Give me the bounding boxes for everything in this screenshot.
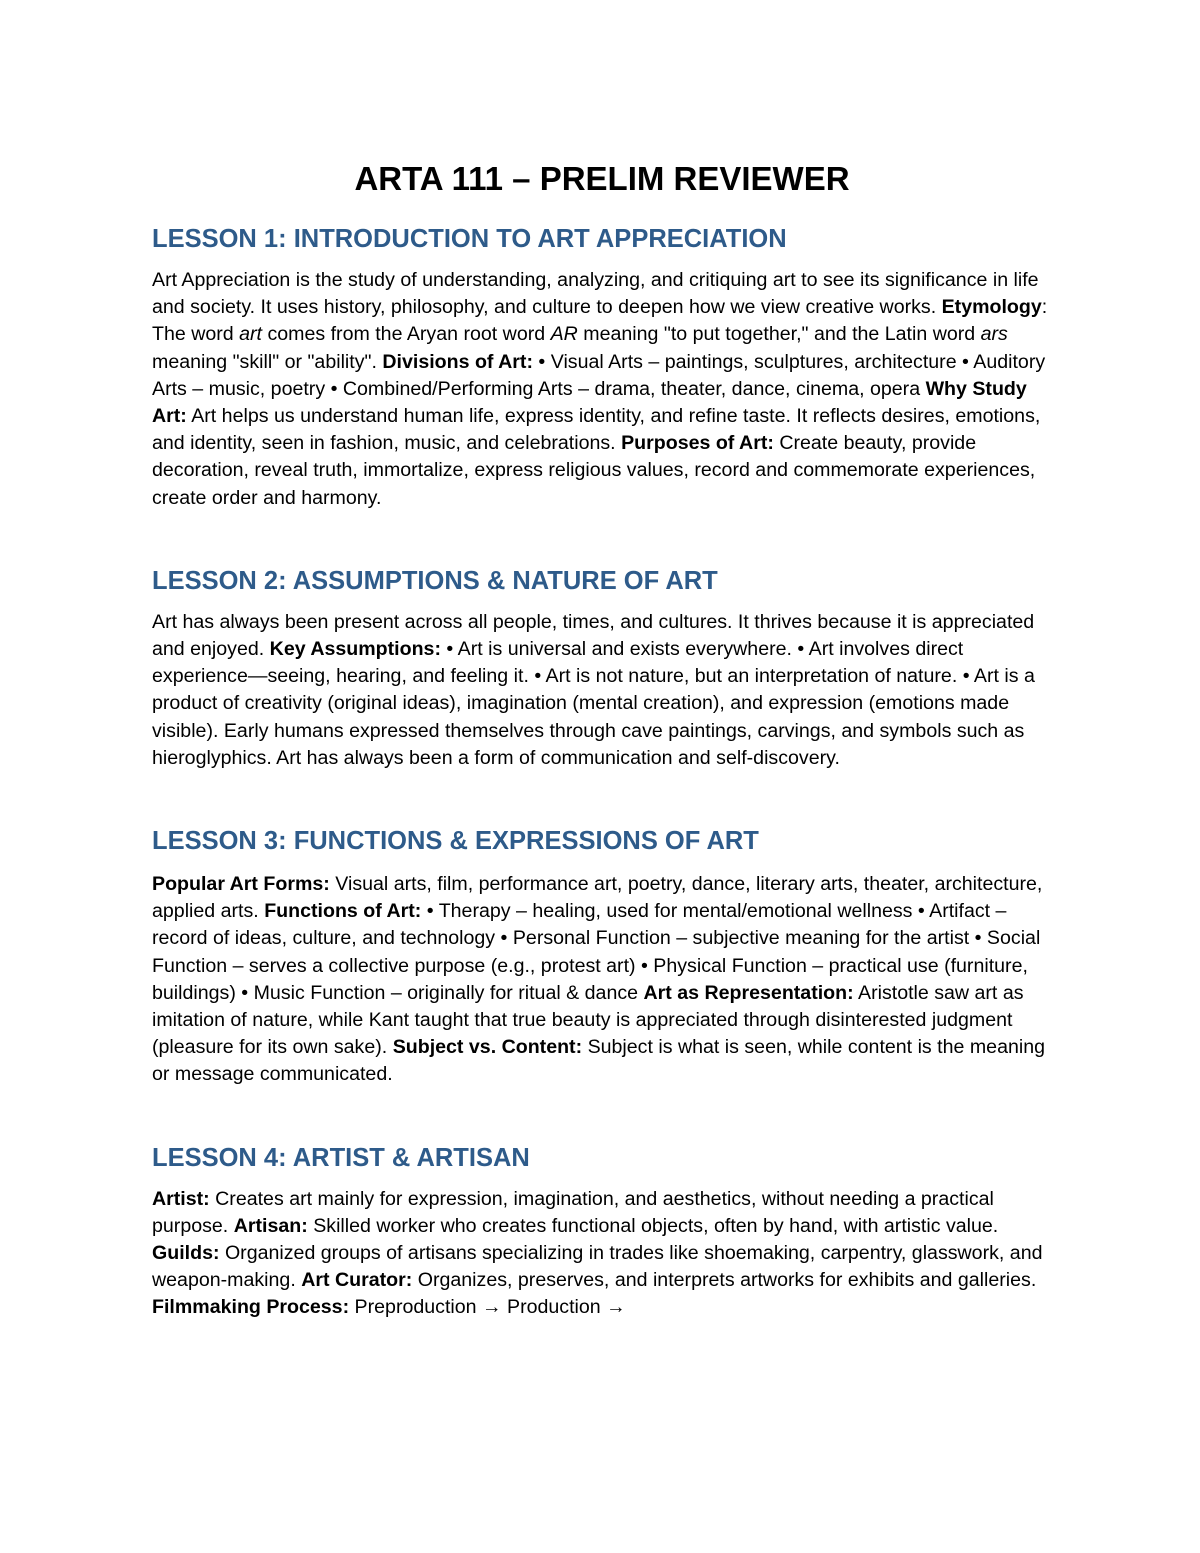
why-study-label: Why Study Art: [152, 377, 1027, 428]
artist-text: Creates art mainly for expression, imagination, and aesthetics, without needing a practical purpose. [152, 1187, 994, 1237]
etymology-term-ars: ars [980, 323, 1008, 346]
filmmaking-text: Preproduction → Production → [349, 1296, 626, 1319]
representation-text: Aristotle saw art as imitation of nature, while Kant taught that true beauty is appreciated through disinterested judgment (pleasure for its own sake). [152, 981, 1024, 1059]
functions-text: • Therapy – healing, used for mental/emotional wellness • Artifact – record of ideas, culture, and technology • Personal Function – subjective meaning for the artist • Social Function – serves a collective purpose (e.g., protest art) • Physical Function – practical use (furniture, buildings) • Music Function – originally for ritual & dance [152, 900, 1041, 1004]
filmmaking-label: Filmmaking Process: [152, 1296, 350, 1319]
subject-content-text: Subject is what is seen, while content is the meaning or message communicated. [152, 1036, 1046, 1086]
purposes-text: Create beauty, provide decoration, reveal truth, immortalize, express religious values, record and commemorate experiences, create order and harmony. [152, 432, 1036, 509]
lesson-2-intro: Art has always been present across all people, times, and cultures. It thrives because it is appreciated and enjoyed. [152, 610, 1035, 661]
key-assumptions-text: • Art is universal and exists everywhere. • Art involves direct experience—seeing, hearing, and feeling it. • Art is not nature, but an interpretation of nature. • Art is a product of creativity (original ideas), imagination (mental creation), and expression (emotions made visible). Early humans expressed themselves through cave paintings, carvings, and symbols such as hieroglyphics. Art has always been a form of communication and self-discovery. [152, 638, 1035, 769]
popular-art-forms-label: Popular Art Forms: [152, 873, 330, 896]
key-assumptions-label: Key Assumptions: [269, 638, 441, 661]
etymology-text: meaning "skill" or "ability". [152, 350, 377, 373]
lesson-4-heading: LESSON 4: ARTIST & ARTISAN [152, 1143, 530, 1172]
etymology-text: The word [152, 323, 240, 346]
lesson-3-heading: LESSON 3: FUNCTIONS & EXPRESSIONS OF ART [152, 827, 759, 856]
document-title: ARTA 111 – PRELIM REVIEWER [354, 160, 850, 197]
etymology-label: Etymology [941, 296, 1042, 319]
art-curator-text: Organizes, preserves, and interprets artworks for exhibits and galleries. [412, 1269, 1037, 1292]
artisan-label: Artisan: [233, 1214, 308, 1237]
etymology-text: meaning "to put together," and the Latin word [577, 323, 981, 346]
divisions-text: • Visual Arts – paintings, sculptures, architecture • Auditory Arts – music, poetry • Combined/Performing Arts – drama, theater, dance, cinema, opera [152, 350, 1046, 400]
lesson-3-body [152, 871, 1052, 1089]
lesson-2-heading: LESSON 2: ASSUMPTIONS & NATURE OF ART [152, 566, 718, 595]
lesson-4-body [152, 1186, 1052, 1322]
etymology-term-art: art [239, 323, 262, 346]
art-curator-label: Art Curator: [301, 1269, 413, 1292]
lesson-1-body: Art Appreciation is the study of understanding, analyzing, and critiquing art to see its significance in life and society. It uses history, philosophy, and culture to deepen how we view creative works. Etymology: The word art comes from the Aryan root word AR meaning "to put together," and the Latin word ars meaning "skill" or "ability". Divisions of Art: • Visual Arts – paintings, sculptures, architecture • Auditory Arts – music, poetry • Combined/Performing Arts – drama, theater, dance, cinema, opera Why Study Art: Art helps us understand human life, express identity, and refine taste. It reflects desires, emotions, and identity, seen in fashion, music, and celebrations. Purposes of Art: Create beauty, provide decoration, reveal truth, immortalize, express religious values, record and commemorate experiences, create order and harmony. [152, 269, 1048, 509]
popular-art-forms-text: Visual arts, film, performance art, poetry, dance, literary arts, theater, architecture, applied arts. [152, 873, 1043, 923]
etymology-term-ar: AR [550, 323, 578, 346]
artist-label: Artist: [152, 1187, 210, 1210]
etymology-text: comes from the Aryan root word [262, 323, 551, 346]
guilds-text: Organized groups of artisans specializing in trades like shoemaking, carpentry, glasswork, and weapon-making. [152, 1242, 1043, 1292]
functions-label: Functions of Art: [264, 900, 422, 923]
guilds-label: Guilds: [152, 1242, 220, 1265]
purposes-label: Purposes of Art: [621, 432, 774, 455]
artisan-text: Skilled worker who creates functional objects, often by hand, with artistic value. [307, 1214, 999, 1237]
divisions-label: Divisions of Art: [382, 350, 533, 373]
lesson-1-heading: LESSON 1: INTRODUCTION TO ART APPRECIATION [152, 225, 787, 253]
lesson-1-intro: Art Appreciation is the study of understanding, analyzing, and critiquing art to see its significance in life and society. It uses history, philosophy, and culture to deepen how we view creative works. [152, 269, 1039, 319]
subject-content-label: Subject vs. Content: [392, 1036, 583, 1059]
representation-label: Art as Representation: [643, 981, 854, 1004]
why-study-text: Art helps us understand human life, express identity, and refine taste. It reflects desires, emotions, and identity, seen in fashion, music, and celebrations. [152, 405, 1041, 455]
lesson-2-body [152, 609, 1052, 772]
